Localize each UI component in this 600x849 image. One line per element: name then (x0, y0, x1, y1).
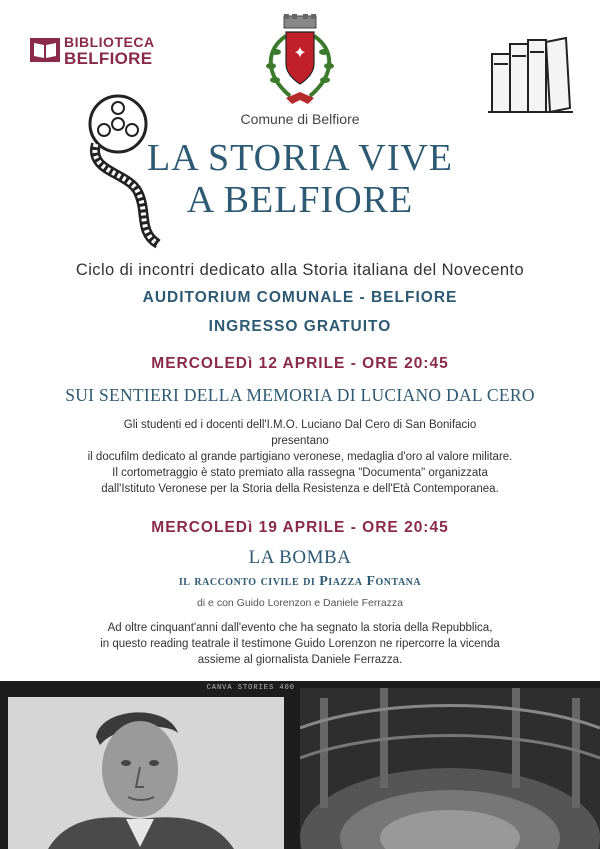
event1-line: il docufilm dedicato al grande partigiano veronese, medaglia d'oro al valore militare. (87, 451, 513, 463)
bank-hall-photo (300, 688, 600, 849)
logo-line1: BIBLIOTECA (64, 34, 155, 50)
event1-line: dall'Istituto Veronese per la Storia della Resistenza e dell'Età Contemporanea. (101, 483, 499, 495)
event1-line: Il cortometraggio è stato premiato alla rassegna "Documenta" organizzata (112, 467, 488, 479)
logo-line2: BELFIORE (64, 49, 153, 68)
page-title-line2: A BELFIORE (186, 179, 414, 221)
event2-title: LA BOMBA (248, 547, 352, 568)
books-icon (478, 34, 578, 116)
series-subtitle: Ciclo di incontri dedicato alla Storia italiana del Novecento (75, 261, 525, 279)
entry-label: INGRESSO GRATUITO (208, 318, 392, 335)
venue-label: AUDITORIUM COMUNALE - BELFIORE (142, 289, 458, 306)
event2-credit: di e con Guido Lorenzon e Daniele Ferrazza (196, 597, 404, 609)
event1-line: presentano (271, 435, 329, 447)
comune-label: Comune di Belfiore (240, 111, 360, 127)
event2-date: MERCOLEDì 19 APRILE - ORE 20:45 (151, 519, 449, 536)
open-book-icon (30, 36, 60, 64)
portrait-photo (8, 697, 284, 849)
event1-line: Gli studenti ed i docenti dell'I.M.O. Luciano Dal Cero di San Bonifacio (123, 419, 477, 431)
event2-line: in questo reading teatrale il testimone Guido Lorenzon ne ripercorre la vicenda (100, 638, 500, 650)
page-title-line1: LA STORIA VIVE (146, 137, 454, 179)
event1-description (0, 417, 600, 497)
coat-of-arms-icon (256, 14, 344, 109)
biblioteca-logo (30, 34, 160, 70)
event2-line: Ad oltre cinquant'anni dall'evento che ha segnato la storia della Repubblica, (107, 622, 493, 634)
event1-date: MERCOLEDì 12 APRILE - ORE 20:45 (151, 355, 449, 372)
event2-line: assieme al giornalista Daniele Ferrazza. (197, 654, 403, 666)
event2-description (0, 620, 600, 668)
film-strip-label: CANVA STORIES 400 (206, 684, 295, 692)
event2-subtitle: il racconto civile di Piazza Fontana (178, 574, 422, 589)
event1-title: SUI SENTIERI DELLA MEMORIA DI LUCIANO DAL CERO (65, 385, 535, 405)
svg-text:✦: ✦ (293, 43, 307, 62)
